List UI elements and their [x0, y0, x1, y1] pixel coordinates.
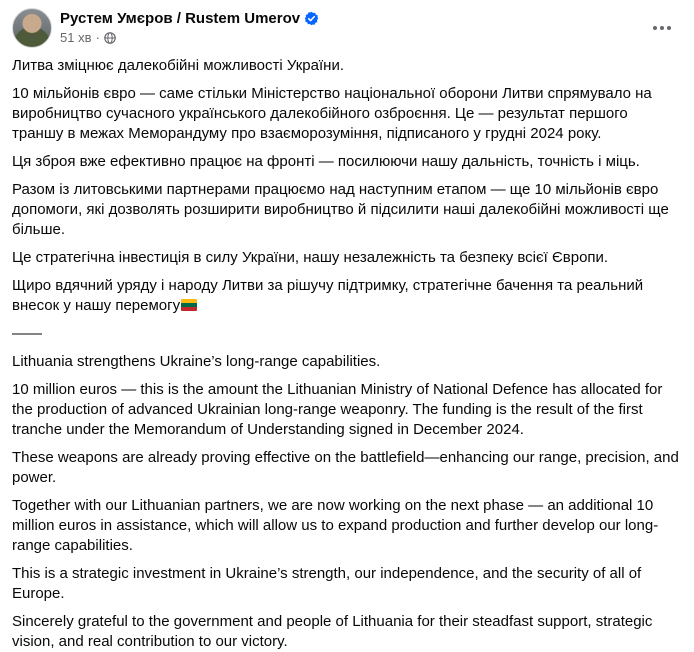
- paragraph-en-4: Together with our Lithuanian partners, we are now working on the next phase — an additional 10 million euros in assistance, which will allow us to expand production and further develop our long-range capabilities.: [12, 497, 659, 554]
- post-time[interactable]: 51 хв: [60, 30, 92, 45]
- globe-icon[interactable]: [104, 32, 116, 44]
- paragraph-ua-6: Щиро вдячний уряду і народу Литви за рішучу підтримку, стратегічне бачення та реальний внесок у нашу перемогу: [12, 277, 648, 314]
- more-options-icon[interactable]: [646, 12, 678, 44]
- author-avatar[interactable]: [12, 8, 52, 48]
- paragraph-en-1: Lithuania strengthens Ukraine’s long-range capabilities.: [12, 353, 381, 370]
- paragraph-ua-3: Ця зброя вже ефективно працює на фронті — посилюючи нашу дальність, точність і міць.: [12, 153, 640, 170]
- paragraph-ua-1: Литва зміцнює далекобійні можливості України.: [12, 57, 344, 74]
- paragraph-ua-5: Це стратегічна інвестиція в силу України, нашу незалежність та безпеку всієї Європи.: [12, 249, 609, 266]
- paragraph-ua-2: 10 мільйонів євро — саме стільки Міністерство національної оборони Литви спрямувало на виробництво сучасного українського далекобійного озброєння. Це — результат першого траншу в межах Меморандуму про взаєморозуміння, підписаного у грудні 2024 року.: [12, 85, 656, 142]
- lithuania-flag-icon: [181, 299, 197, 311]
- post-header: [12, 8, 682, 52]
- paragraph-ua-6-wrap: [12, 276, 682, 316]
- separator-dot: ·: [95, 30, 100, 45]
- paragraph-en-5: This is a strategic investment in Ukraine’s strength, our independence, and the security of all of Europe.: [12, 565, 646, 602]
- post-meta: [60, 8, 319, 46]
- divider-text: ——: [12, 325, 42, 342]
- paragraph-en-6: Sincerely grateful to the government and people of Lithuania for their steadfast support, strategic vision, and real contribution to our victory.: [12, 613, 657, 650]
- paragraph-en-3: These weapons are already proving effective on the battlefield—enhancing our range, precision, and power.: [12, 449, 683, 486]
- post-body: [12, 56, 682, 652]
- post-timestamp-row: [60, 30, 319, 46]
- author-name[interactable]: Рустем Умєров / Rustem Umerov: [60, 10, 301, 27]
- verified-badge-icon: [304, 11, 319, 26]
- paragraph-ua-4: Разом із литовськими партнерами працюємо над наступним етапом — ще 10 мільйонів євро допомоги, які дозволять розширити виробництво й підсилити наші далекобійні можливості ще більше.: [12, 181, 673, 238]
- author-row: [60, 9, 319, 28]
- paragraph-en-2: 10 million euros — this is the amount the Lithuanian Ministry of National Defence has allocated for the production of advanced Ukrainian long-range weaponry. The funding is the result of the first tranche under the Memorandum of Understanding signed in December 2024.: [12, 381, 667, 438]
